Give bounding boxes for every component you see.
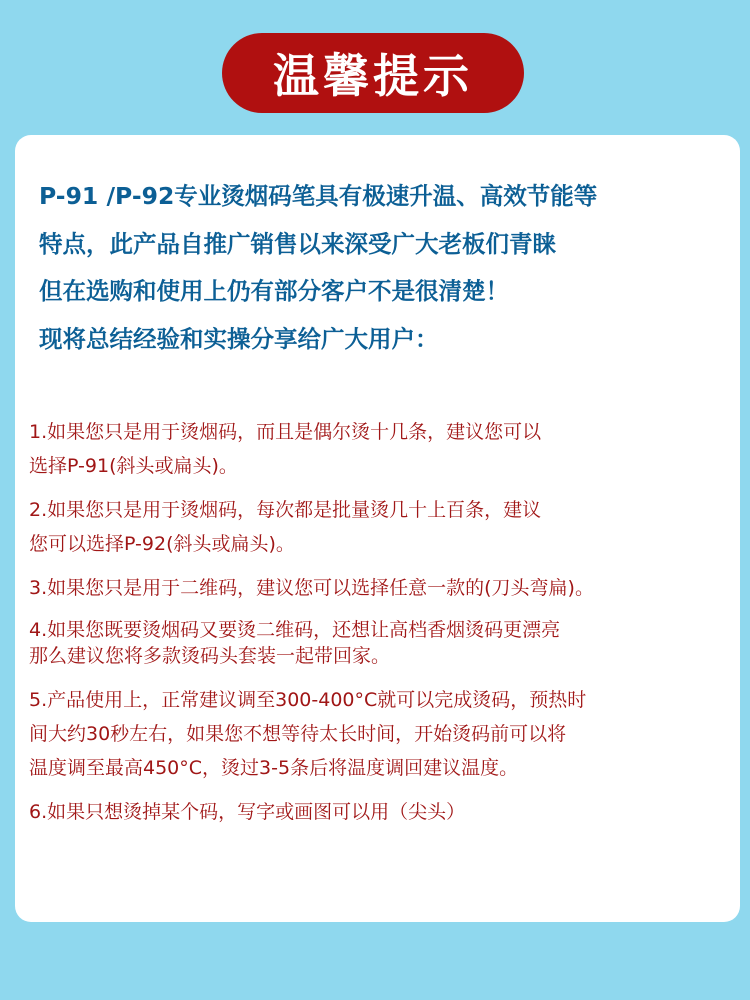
- tip-item: [29, 683, 739, 785]
- tip-line: 您可以选择P-92(斜头或扁头)。: [29, 533, 295, 555]
- intro-paragraph: [39, 173, 739, 363]
- tip-line: 2.如果您只是用于烫烟码，每次都是批量烫几十上百条，建议: [29, 499, 542, 521]
- intro-line: P-91 /P-92专业烫烟码笔具有极速升温、高效节能等: [39, 182, 598, 210]
- tip-item: [29, 493, 739, 561]
- notice-card: [15, 135, 740, 922]
- tip-item: [29, 415, 739, 483]
- tip-line: 5.产品使用上，正常建议调至300-400°C就可以完成烫码，预热时: [29, 689, 587, 711]
- intro-line: 特点，此产品自推广销售以来深受广大老板们青睐: [39, 229, 556, 258]
- tip-line: 1.如果您只是用于烫烟码，而且是偶尔烫十几条，建议您可以: [29, 421, 542, 443]
- tip-line: 4.如果您既要烫烟码又要烫二维码，还想让高档香烟烫码更漂亮: [29, 619, 561, 641]
- intro-line: 现将总结经验和实操分享给广大用户：: [39, 324, 439, 353]
- tip-line: 温度调至最高450°C，烫过3-5条后将温度调回建议温度。: [29, 757, 519, 779]
- tip-item: [29, 795, 739, 829]
- tip-line: 3.如果您只是用于二维码，建议您可以选择任意一款的(刀头弯扁)。: [29, 577, 594, 599]
- tips-list: [29, 415, 739, 839]
- tip-item: [29, 571, 739, 605]
- page-title: 温馨提示: [273, 49, 473, 103]
- tip-line: 那么建议您将多款烫码头套装一起带回家。: [29, 645, 391, 667]
- intro-line: 但在选购和使用上仍有部分客户不是很清楚！: [39, 277, 509, 305]
- tip-item: [29, 617, 739, 669]
- title-banner: [222, 33, 524, 113]
- tip-line: 间大约30秒左右，如果您不想等待太长时间，开始烫码前可以将: [29, 723, 567, 745]
- tip-line: 6.如果只想烫掉某个码，写字或画图可以用（尖头）: [29, 801, 466, 823]
- tip-line: 选择P-91(斜头或扁头)。: [29, 455, 238, 477]
